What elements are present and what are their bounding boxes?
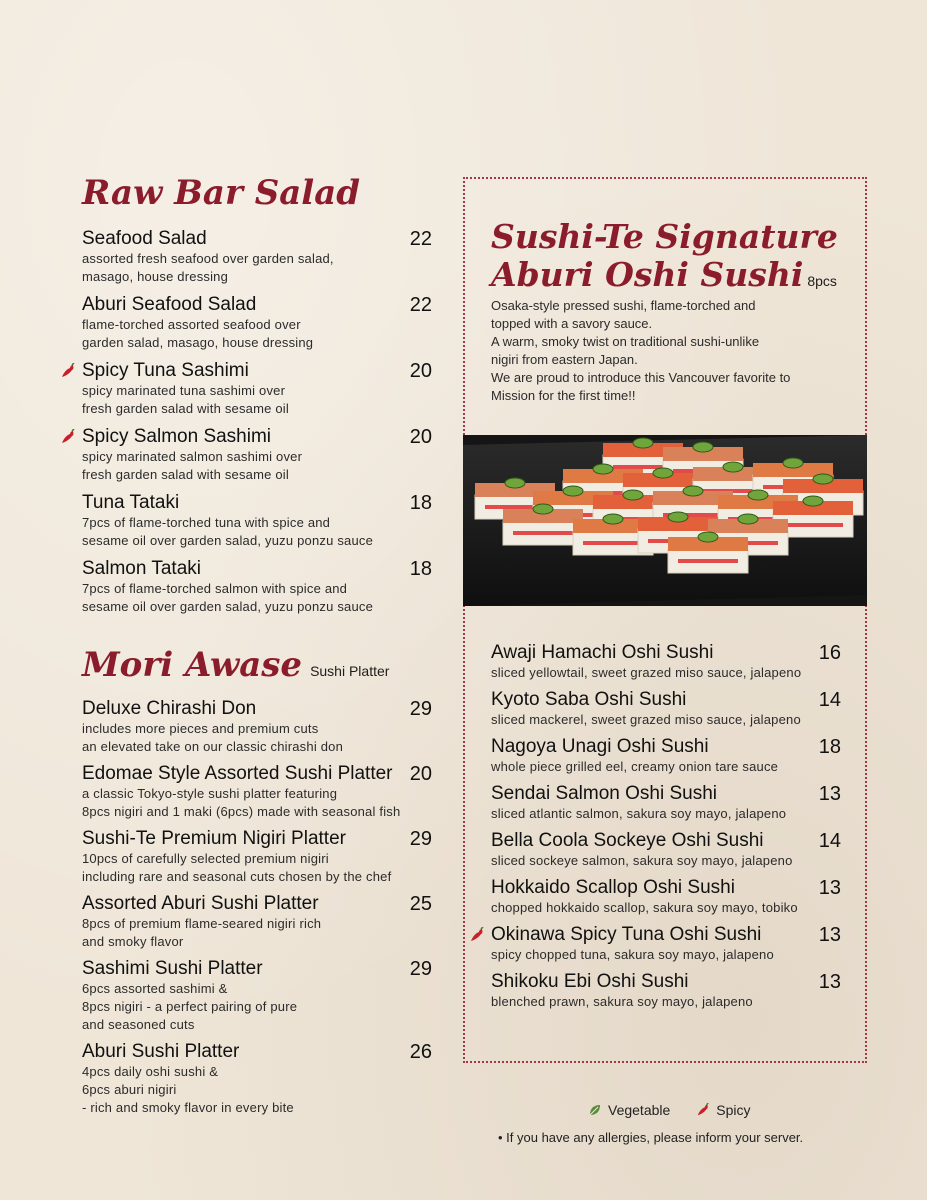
item-name: Bella Coola Sockeye Oshi Sushi — [491, 830, 764, 851]
item-name: Sendai Salmon Oshi Sushi — [491, 783, 718, 804]
raw-bar-title: Raw Bar Salad — [82, 173, 360, 213]
item-description: sliced atlantic salmon, sakura soy mayo, jalapeno — [491, 806, 787, 821]
item-description: sliced yellowtail, sweet grazed miso sauce, jalapeno — [491, 665, 802, 680]
item-name: Kyoto Saba Oshi Sushi — [491, 689, 687, 710]
menu-item — [82, 828, 432, 886]
item-name: Awaji Hamachi Oshi Sushi — [491, 642, 714, 663]
signature-title-line2: Aburi Oshi Sushi — [491, 255, 804, 294]
sushi-piece — [668, 532, 748, 573]
item-price: 14 — [818, 830, 841, 852]
item-name: Shikoku Ebi Oshi Sushi — [491, 971, 689, 992]
chili-icon — [60, 363, 76, 379]
mori-awase-subtitle: Sushi Platter — [310, 663, 390, 679]
mori-awase-title — [82, 645, 390, 685]
legend-spicy: Spicy — [716, 1102, 751, 1118]
item-description: 8pcs of premium flame-seared nigiri rich and smoky flavor — [82, 916, 322, 949]
menu-item — [82, 294, 432, 352]
oshi-sushi-photo — [463, 435, 867, 606]
item-name: Hokkaido Scallop Oshi Sushi — [491, 877, 735, 898]
menu-item — [491, 689, 841, 729]
item-description: sliced sockeye salmon, sakura soy mayo, jalapeno — [491, 853, 793, 868]
menu-item — [82, 558, 432, 616]
item-name: Spicy Salmon Sashimi — [82, 426, 272, 447]
item-name: Tuna Tataki — [82, 492, 180, 513]
item-price: 13 — [818, 783, 841, 805]
oshi-sushi-illustration — [463, 435, 867, 606]
chili-icon — [696, 1103, 710, 1117]
chili-icon — [60, 429, 76, 445]
item-name: Sashimi Sushi Platter — [82, 958, 263, 979]
item-name: Edomae Style Assorted Sushi Platter — [82, 763, 393, 784]
item-name: Spicy Tuna Sashimi — [82, 360, 249, 381]
chili-icon — [469, 927, 485, 943]
item-price: 20 — [409, 360, 432, 382]
item-name: Deluxe Chirashi Don — [82, 698, 257, 719]
sushi-piece — [503, 504, 583, 545]
item-name: Aburi Seafood Salad — [82, 294, 257, 315]
item-name: Sushi-Te Premium Nigiri Platter — [82, 828, 346, 849]
item-price: 14 — [818, 689, 841, 711]
item-description: 7pcs of flame-torched tuna with spice and sesame oil over garden salad, yuzu ponzu sauce — [82, 515, 374, 548]
item-description: 7pcs of flame-torched salmon with spice and sesame oil over garden salad, yuzu ponzu sauce — [82, 581, 374, 614]
raw-bar-list — [82, 228, 432, 624]
menu-item — [491, 736, 841, 776]
item-price: 25 — [409, 893, 432, 915]
item-description: blenched prawn, sakura soy mayo, jalapeno — [491, 994, 753, 1009]
leaf-icon — [588, 1103, 602, 1117]
item-name: Okinawa Spicy Tuna Oshi Sushi — [491, 924, 762, 945]
menu-item — [82, 893, 432, 951]
item-name: Assorted Aburi Sushi Platter — [82, 893, 319, 914]
menu-item — [82, 698, 432, 756]
item-price: 13 — [818, 971, 841, 993]
oshi-list — [491, 642, 841, 1018]
item-description: chopped hokkaido scallop, sakura soy mayo, tobiko — [491, 900, 798, 915]
menu-item — [82, 1041, 432, 1117]
item-description: whole piece grilled eel, creamy onion tare sauce — [491, 759, 779, 774]
menu-item — [491, 830, 841, 870]
item-description: assorted fresh seafood over garden salad, masago, house dressing — [82, 251, 334, 284]
signature-title-line1: Sushi-Te Signature — [491, 217, 838, 256]
menu-item — [491, 783, 841, 823]
item-price: 22 — [409, 228, 432, 250]
signature-title — [491, 218, 851, 300]
allergy-note: • If you have any allergies, please inform your server. — [498, 1130, 804, 1145]
item-price: 20 — [409, 763, 432, 785]
signature-pieces: 8pcs — [807, 273, 837, 289]
item-price: 29 — [409, 828, 432, 850]
item-description: 10pcs of carefully selected premium nigiri including rare and seasonal cuts chosen by the chef — [82, 851, 392, 884]
signature-intro: Osaka-style pressed sushi, flame-torched and topped with a savory sauce. A warm, smoky twist on traditional sushi-unlike nigiri from eastern Japan. We are proud to introduce this Vancouver favorite to Mission for the first time!! — [491, 298, 791, 403]
item-name: Seafood Salad — [82, 228, 207, 249]
item-price: 18 — [409, 492, 432, 514]
menu-item — [82, 228, 432, 286]
item-price: 22 — [409, 294, 432, 316]
menu-item — [82, 763, 432, 821]
menu-item — [491, 971, 841, 1011]
item-description: a classic Tokyo-style sushi platter featuring 8pcs nigiri and 1 maki (6pcs) made with seasonal fish — [82, 786, 401, 819]
item-description: flame-torched assorted seafood over garden salad, masago, house dressing — [82, 317, 314, 350]
item-name: Nagoya Unagi Oshi Sushi — [491, 736, 709, 757]
mori-awase-list — [82, 698, 432, 1124]
item-price: 29 — [409, 698, 432, 720]
item-price: 20 — [409, 426, 432, 448]
menu-item — [491, 924, 841, 964]
menu-item — [82, 958, 432, 1034]
item-price: 29 — [409, 958, 432, 980]
menu-item — [491, 877, 841, 917]
item-description: 4pcs daily oshi sushi & 6pcs aburi nigiri - rich and smoky flavor in every bite — [82, 1064, 294, 1115]
legend — [588, 1102, 751, 1118]
item-description: 6pcs assorted sashimi & 8pcs nigiri - a perfect pairing of pure and seasoned cuts — [82, 981, 298, 1032]
item-description: spicy chopped tuna, sakura soy mayo, jalapeno — [491, 947, 774, 962]
menu-item — [82, 360, 432, 418]
menu-item — [82, 492, 432, 550]
mori-awase-title-text: Mori Awase — [82, 645, 303, 685]
item-price: 18 — [409, 558, 432, 580]
item-description: includes more pieces and premium cuts an elevated take on our classic chirashi don — [82, 721, 344, 754]
item-price: 16 — [818, 642, 841, 664]
item-name: Salmon Tataki — [82, 558, 201, 579]
item-price: 13 — [818, 924, 841, 946]
menu-item — [82, 426, 432, 484]
menu-item — [491, 642, 841, 682]
legend-vegetable: Vegetable — [608, 1102, 671, 1118]
item-description: spicy marinated tuna sashimi over fresh garden salad with sesame oil — [82, 383, 289, 416]
item-price: 13 — [818, 877, 841, 899]
item-description: sliced mackerel, sweet grazed miso sauce, jalapeno — [491, 712, 801, 727]
item-price: 26 — [409, 1041, 432, 1063]
item-price: 18 — [818, 736, 841, 758]
item-name: Aburi Sushi Platter — [82, 1041, 240, 1062]
item-description: spicy marinated salmon sashimi over fresh garden salad with sesame oil — [82, 449, 303, 482]
